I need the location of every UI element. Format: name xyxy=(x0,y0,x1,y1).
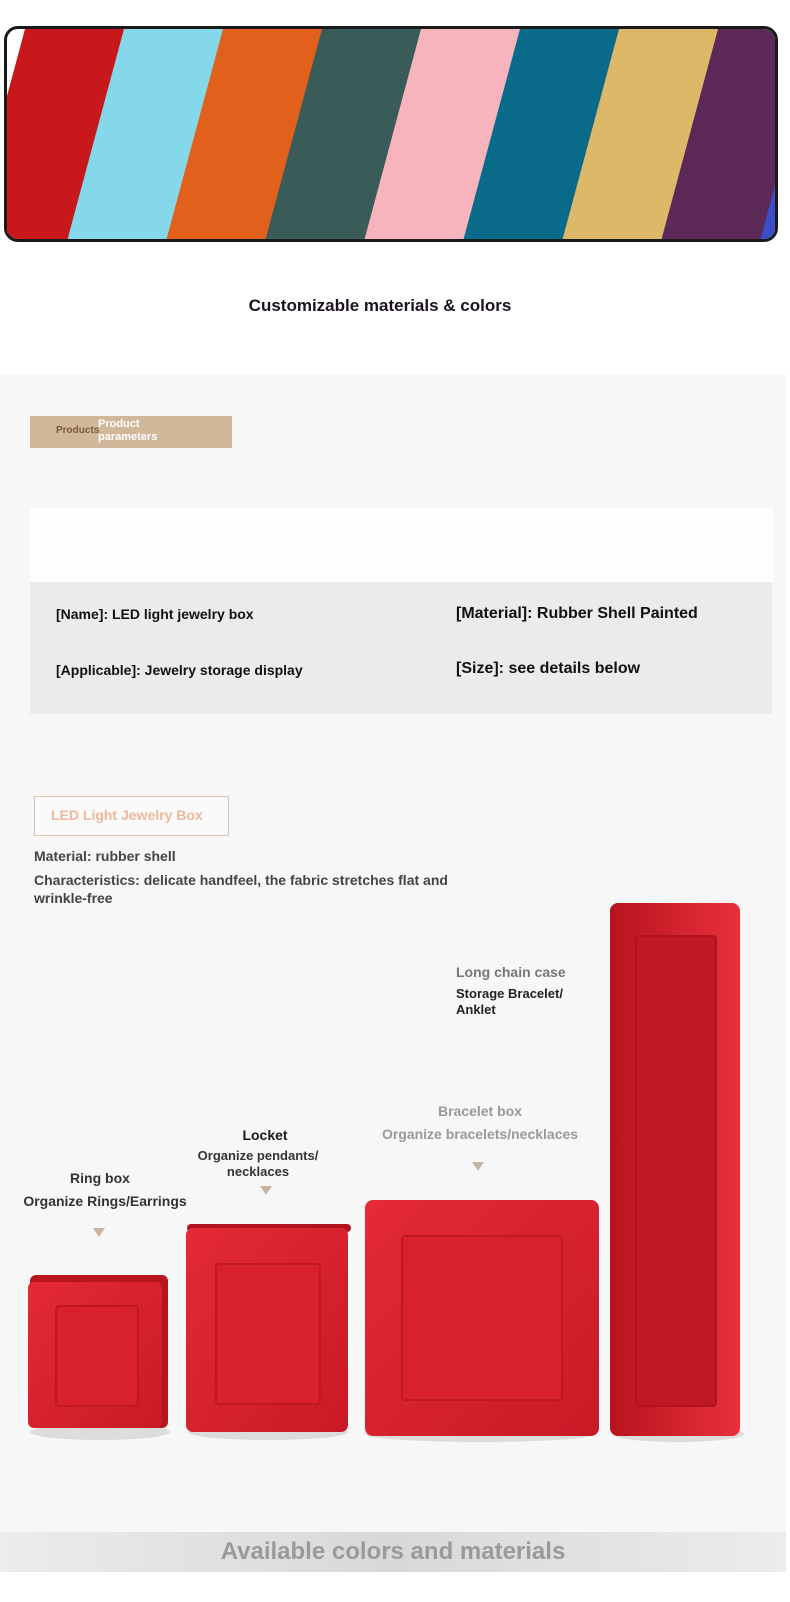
tag-big-label: Product parameters xyxy=(98,418,158,443)
product-title: LED Light Jewelry Box xyxy=(51,807,203,823)
bracelet-box-title: Bracelet box xyxy=(437,1103,523,1119)
product-material: Material: rubber shell xyxy=(34,848,176,864)
locket-box-arrow xyxy=(260,1186,272,1195)
locket-box-image xyxy=(186,1224,351,1432)
locket-box-title: Locket xyxy=(242,1127,288,1143)
params-table xyxy=(30,582,772,714)
swatch-stripes xyxy=(7,29,778,242)
params-header-band xyxy=(30,508,774,582)
product-title-box xyxy=(34,796,229,836)
ring-box-image xyxy=(28,1275,168,1428)
ring-box-arrow xyxy=(93,1228,105,1237)
boxes-illustration xyxy=(0,900,786,1520)
param-applicable: [Applicable]: Jewelry storage display xyxy=(56,662,303,678)
bracelet-box-arrow xyxy=(472,1162,484,1171)
customizable-caption: Customizable materials & colors xyxy=(248,296,512,315)
param-material: [Material]: Rubber Shell Painted xyxy=(456,605,698,622)
product-characteristics: Characteristics: delicate handfeel, the fabric stretches flat and wrinkle-free xyxy=(34,872,448,906)
chain-box-subtitle: Storage Bracelet/ Anklet xyxy=(456,986,563,1017)
chain-box-title: Long chain case xyxy=(456,964,566,980)
ring-box-title: Ring box xyxy=(70,1170,130,1186)
locket-box-subtitle: Organize pendants/ necklaces xyxy=(197,1148,319,1179)
color-swatch-banner xyxy=(4,26,778,242)
param-name: [Name]: LED light jewelry box xyxy=(56,606,254,622)
bracelet-box-subtitle: Organize bracelets/necklaces xyxy=(381,1126,579,1142)
param-size: [Size]: see details below xyxy=(456,660,641,677)
bracelet-box-image xyxy=(365,1200,599,1436)
product-parameters-tag xyxy=(30,416,232,448)
chain-box-image xyxy=(610,903,740,1436)
available-colors-bar xyxy=(0,1532,786,1572)
available-colors-text: Available colors and materials xyxy=(220,1538,566,1565)
ring-box-subtitle: Organize Rings/Earrings xyxy=(23,1193,187,1209)
tag-small-label: Products xyxy=(56,425,100,436)
